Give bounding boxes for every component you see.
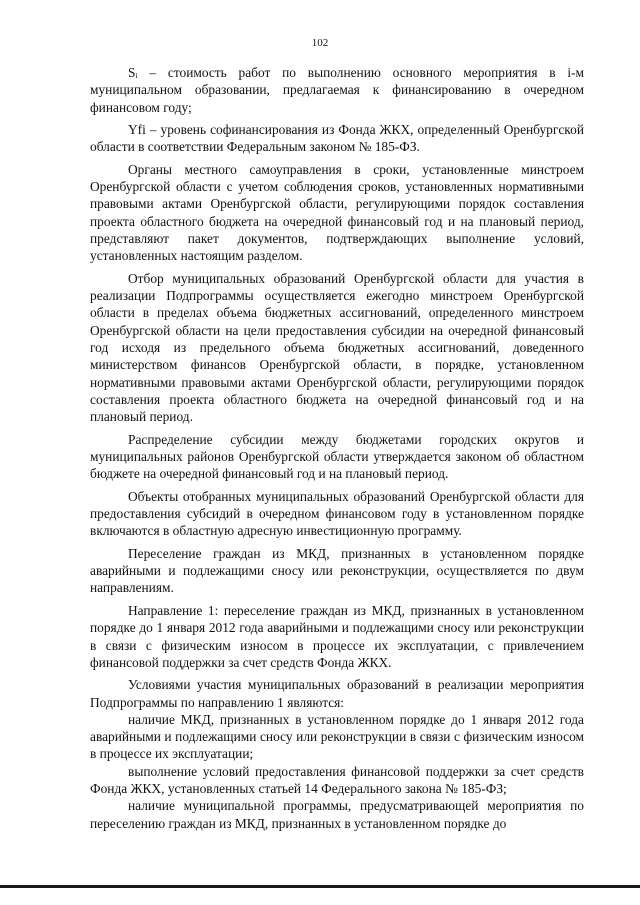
paragraph-direction-1: Направление 1: переселение граждан из МКД, признанных в установленном порядке до 1 января 2012 года аварийными и подлежащими сносу или реконструкции в связи с физическим износом в процессе их эксплуатации, с привлечением финансовой поддержки за счет средств Фонда ЖКХ. [90, 602, 584, 670]
paragraph-condition-mkd: наличие МКД, признанных в установленном порядке до 1 января 2012 года аварийными и подлежащими сносу или реконструкции в связи с физическим износом в процессе их эксплуатации; [90, 711, 584, 762]
paragraph-si-definition: Sᵢ – стоимость работ по выполнению основного мероприятия в i-м муниципальном образовании, предлагаемая к финансированию в очередном финансовом году; [90, 65, 584, 115]
paragraph-local-authorities: Органы местного самоуправления в сроки, установленные минстроем Оренбургской области с учетом соблюдения сроков, установленных нормативными правовыми актами Оренбургской области, регулирующими порядок составления проекта областного бюджета на очередной финансовый год и на плановый период, представляют пакет документов, подтверждающих выполнение условий, установленных настоящим разделом. [90, 161, 584, 264]
paragraph-yfi-definition: Yfi – уровень софинансирования из Фонда ЖКХ, определенный Оренбургской области в соответствии Федеральным законом № 185-ФЗ. [90, 122, 584, 155]
paragraph-condition-program: наличие муниципальной программы, предусматривающей мероприятия по переселению граждан из МКД, признанных в установленном порядке до [90, 798, 584, 831]
paragraph-selection-procedure: Отбор муниципальных образований Оренбургской области для участия в реализации Подпрограммы осуществляется ежегодно минстроем Оренбургской области в пределах объема бюджетных ассигнований, определенного минстроем Оренбургской области на цели предоставления субсидии на очередной финансовый год исходя из предельного объема бюджетных ассигнований, доведенного министерством финансов Оренбургской области, в порядке, установленном нормативными правовыми актами Оренбургской области, регулирующими порядок составления проекта областного бюджета на очередной финансовый год и на плановый период. [90, 270, 584, 425]
document-body [90, 64, 584, 832]
paragraph-participation-conditions: Условиями участия муниципальных образований в реализации мероприятия Подпрограммы по направлению 1 являются: [90, 677, 584, 710]
paragraph-investment-program: Объекты отобранных муниципальных образований Оренбургской области для предоставления субсидий в очередном финансовом году в установленном порядке включаются в областную адресную инвестиционную программу. [90, 488, 584, 539]
page-number: 102 [311, 37, 329, 49]
paragraph-resettlement-directions: Переселение граждан из МКД, признанных в установленном порядке аварийными и подлежащими сносу или реконструкции, осуществляется по двум направлениям. [90, 545, 584, 596]
paragraph-subsidy-distribution: Распределение субсидии между бюджетами городских округов и муниципальных районов Оренбургской области утверждается законом об областном бюджете на очередной финансовый год и на плановый период. [90, 431, 584, 482]
paragraph-condition-fund: выполнение условий предоставления финансовой поддержки за счет средств Фонда ЖКХ, установленных статьей 14 Федерального закона № 185-ФЗ; [90, 763, 584, 797]
bottom-scan-edge [0, 885, 640, 888]
